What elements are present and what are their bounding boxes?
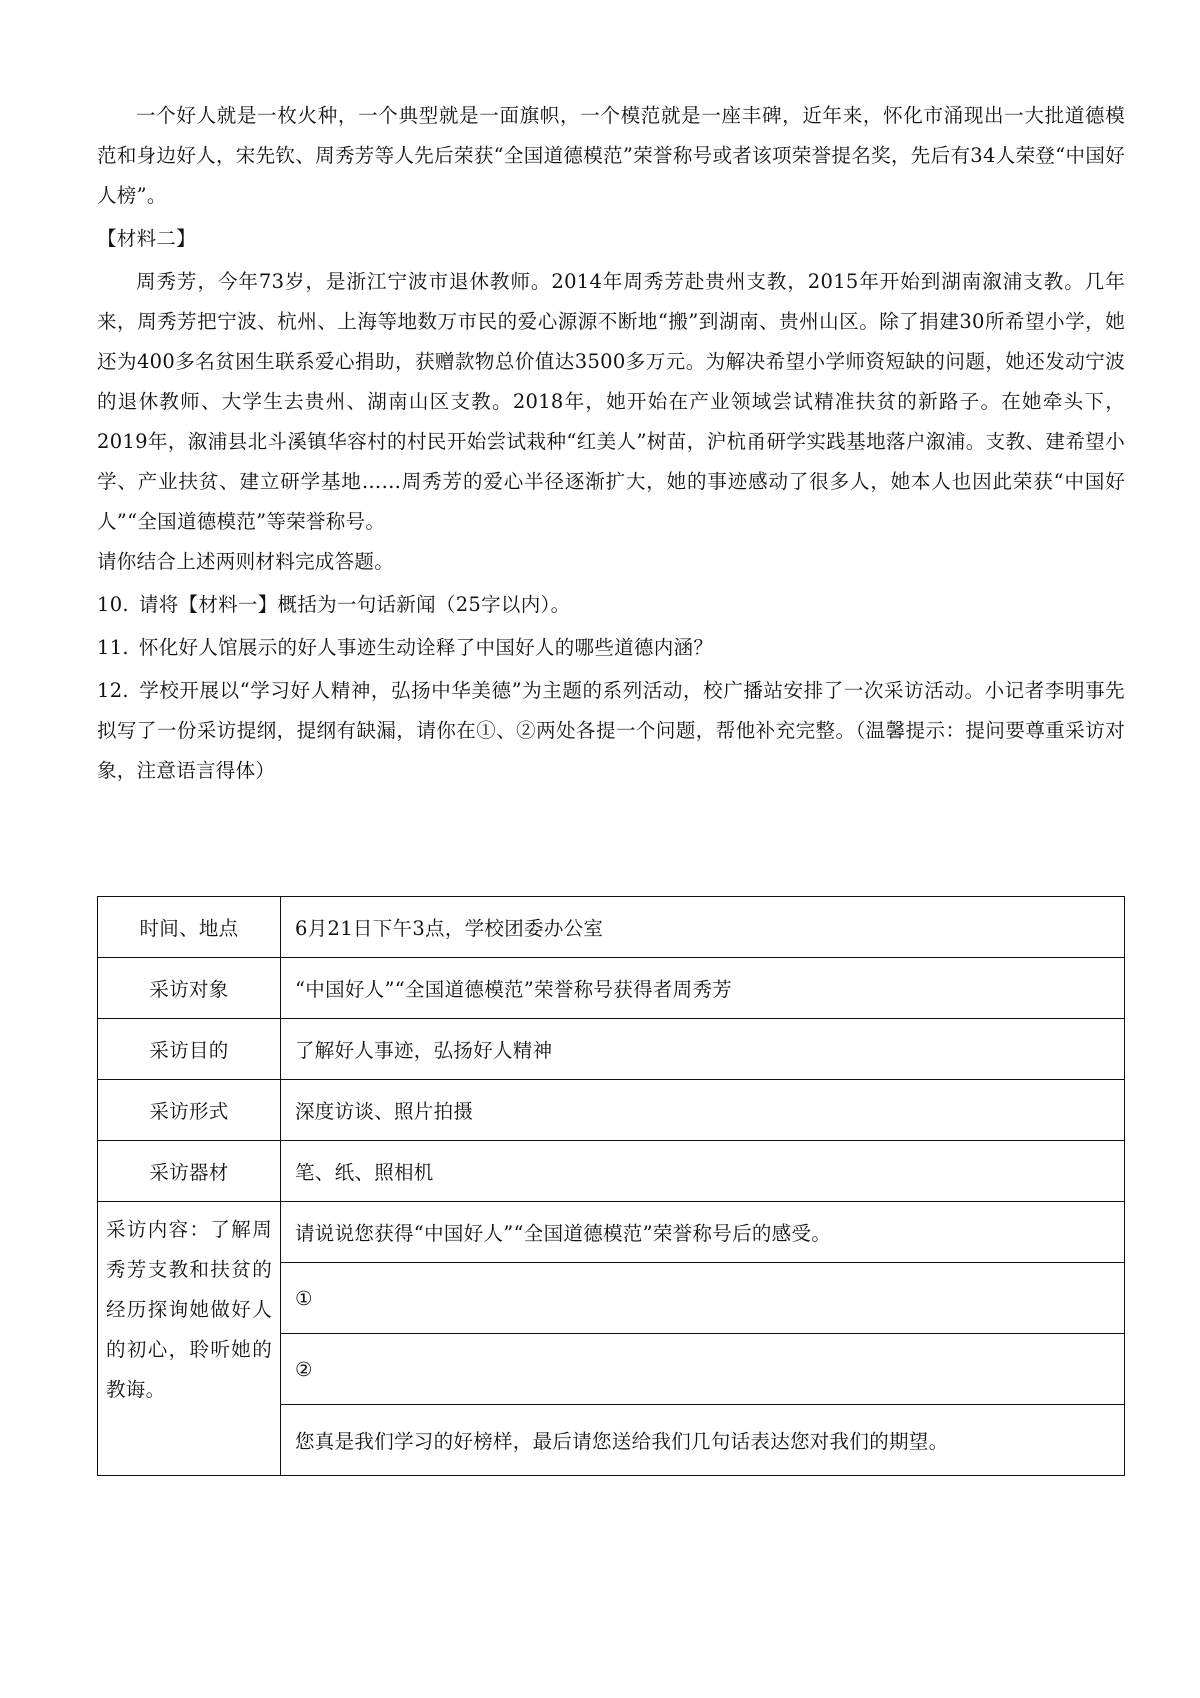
content-question-given: 请说说您获得“中国好人”“全国道德模范”荣誉称号后的感受。 [281,1202,1125,1263]
question-text: 请将【材料一】概括为一句话新闻（25字以内）。 [138,593,571,616]
material-two-heading: 【材料二】 [97,227,197,250]
content-label: 采访内容：了解周秀芳支教和扶贫的经历探询她做好人的初心，聆听她的教诲。 [98,1202,281,1476]
material-one-paragraph: 一个好人就是一枚火种，一个典型就是一面旗帜，一个模范就是一座丰碑，近年来，怀化市涌现出一大批道德模范和身边好人，宋先钦、周秀芳等人先后荣获“全国道德模范”荣誉称号或者该项荣誉提名奖，先后有34人荣登“中国好人榜”。 [97,104,1125,207]
row-value: “中国好人”“全国道德模范”荣誉称号获得者周秀芳 [281,958,1125,1019]
table-row [98,1141,1125,1202]
question-number: 12. [97,679,129,702]
table-row [98,1202,1125,1263]
row-value: 深度访谈、照片拍摄 [281,1080,1125,1141]
table-row [98,897,1125,958]
instruction-text: 请你结合上述两则材料完成答题。 [97,550,395,573]
answer-blank-1[interactable]: ① [281,1263,1125,1334]
table-row [98,1019,1125,1080]
row-label: 采访目的 [98,1019,281,1080]
question-text: 怀化好人馆展示的好人事迹生动诠释了中国好人的哪些道德内涵？ [138,636,714,659]
question-number: 10. [97,593,129,616]
row-label: 时间、地点 [98,897,281,958]
table-row [98,958,1125,1019]
row-value: 6月21日下午3点，学校团委办公室 [281,897,1125,958]
table-row [98,1080,1125,1141]
question-12 [97,671,1125,791]
row-value: 了解好人事迹，弘扬好人精神 [281,1019,1125,1080]
row-label: 采访对象 [98,958,281,1019]
question-10 [97,585,1125,625]
row-label: 采访器材 [98,1141,281,1202]
content-question-closing: 您真是我们学习的好榜样，最后请您送给我们几句话表达您对我们的期望。 [281,1405,1125,1476]
material-two-paragraph: 周秀芳，今年73岁，是浙江宁波市退休教师。2014年周秀芳赴贵州支教，2015年开始到湖南溆浦支教。几年来，周秀芳把宁波、杭州、上海等地数万市民的爱心源源不断地“搬”到湖南、贵州山区。除了捐建30所希望小学，她还为400多名贫困生联系爱心捐助，获赠款物总价值达3500多万元。为解决希望小学师资短缺的问题，她还发动宁波的退休教师、大学生去贵州、湖南山区支教。2018年，她开始在产业领域尝试精准扶贫的新路子。在她牵头下，2019年，溆浦县北斗溪镇华容村的村民开始尝试栽种“红美人”树苗，沪杭甬研学实践基地落户溆浦。支教、建希望小学、产业扶贫、建立研学基地……周秀芳的爱心半径逐渐扩大，她的事迹感动了很多人，她本人也因此荣获“中国好人”“全国道德模范”等荣誉称号。 [97,270,1125,533]
question-text: 学校开展以“学习好人精神，弘扬中华美德”为主题的系列活动，校广播站安排了一次采访活动。小记者李明事先拟写了一份采访提纲，提纲有缺漏，请你在①、②两处各提一个问题，帮他补充完整。（温馨提示：提问要尊重采访对象，注意语言得体） [97,679,1125,782]
row-value: 笔、纸、照相机 [281,1141,1125,1202]
question-11 [97,628,1125,668]
document-body [97,96,1125,791]
question-number: 11. [97,636,129,659]
interview-outline-table [97,896,1125,1476]
row-label: 采访形式 [98,1080,281,1141]
answer-blank-2[interactable]: ② [281,1334,1125,1405]
